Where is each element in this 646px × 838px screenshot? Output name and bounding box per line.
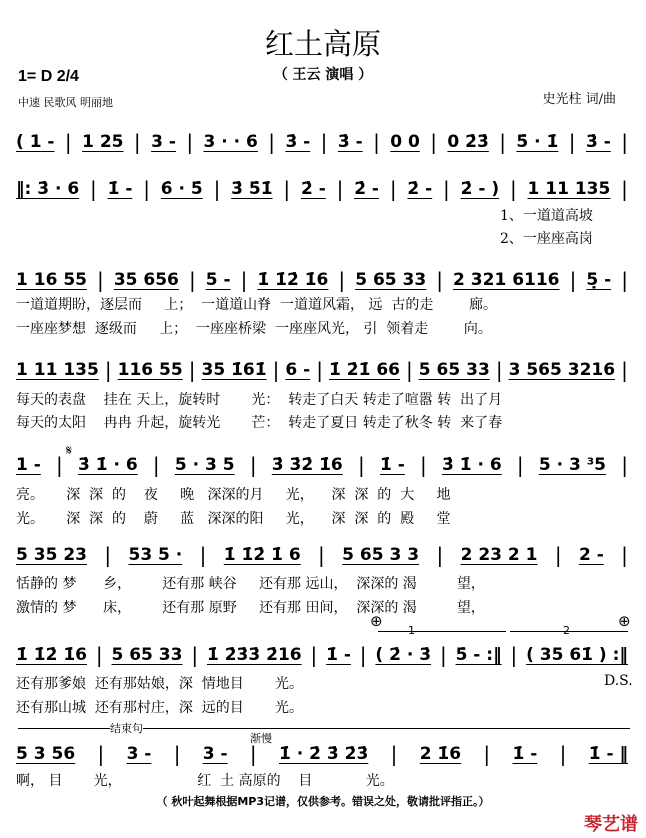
- measure: 53 5 ·: [128, 545, 183, 565]
- measure: ( 35 61̇ ) :‖: [526, 645, 628, 665]
- measure: 2 23 2 1: [460, 545, 538, 565]
- bar-line: |: [443, 177, 450, 201]
- bar-line: |: [268, 130, 276, 154]
- bar-line: |: [336, 177, 344, 201]
- bar-line: |: [186, 130, 194, 154]
- measure: 1̇ · 2̇ 3̇ 2̇3̇: [279, 744, 369, 764]
- measure: 1̇ -: [512, 744, 538, 764]
- lyric-line: 光。 深 深 的 蔚 蓝 深深的阳 光， 深 深 的 殿 堂: [16, 511, 451, 527]
- measure: 6̇ · 5̇: [160, 179, 203, 199]
- volta-2-label: 2: [563, 624, 570, 637]
- measure: 1̇ 1̇2̇ 1̇6: [16, 645, 87, 665]
- bar-line: |: [199, 543, 207, 567]
- bar-line: |: [510, 643, 518, 667]
- bar-line: |: [310, 643, 318, 667]
- lyric-line: 一道道期盼，逐层而 上； 一道道山脊 一道道风霜， 远 古的走 廊。: [16, 297, 498, 313]
- tempo-marking: 中速 民歌风 明丽地: [18, 96, 113, 109]
- lyric-line: 激情的 梦 床， 还有那 原野 还有那 田间， 深深的 渴 望，: [16, 600, 485, 616]
- measure: 1 11 135: [16, 360, 99, 380]
- measure: 35 656: [113, 270, 179, 290]
- lyric-line: 每天的表盘 挂在 天上，旋转时 光： 转走了白天 转走了喧嚣 转 出了月: [16, 392, 503, 408]
- bar-line: |: [621, 453, 628, 477]
- measure: ( 1 -: [16, 132, 55, 152]
- notation-row: [16, 130, 628, 154]
- bar-line: |: [283, 177, 291, 201]
- bar-line: |: [621, 358, 628, 382]
- key-signature: 1= D 2/4: [18, 68, 79, 85]
- lyric-v1-intro: 1、一道道高坡: [500, 208, 593, 224]
- measure: 2̇ -: [407, 179, 433, 199]
- measure: 2 -: [578, 545, 604, 565]
- measure: 3 · · 6: [203, 132, 258, 152]
- da-segno: D.S.: [604, 673, 633, 689]
- bar-line: |: [90, 177, 97, 201]
- measure: 6 -: [285, 360, 311, 380]
- ritardando-label: 渐慢: [250, 732, 272, 745]
- measure: 3 -: [151, 132, 176, 152]
- bar-line: |: [516, 453, 524, 477]
- lyric-line: 啊， 目 光， 红 土 高原的 目 光。: [16, 773, 394, 789]
- volta-1-bracket: [378, 631, 506, 632]
- coda-sign: ⊕: [618, 612, 631, 630]
- footer-note: （ 秋叶起舞根据MP3记谱，仅供参考。错误之处，敬请批评指正。）: [156, 795, 490, 808]
- bar-line: |: [569, 268, 577, 292]
- bar-line: |: [95, 643, 103, 667]
- measure: 5 65 33: [418, 360, 490, 380]
- lyric-line: 亮。 深 深 的 夜 晚 深深的月 光， 深 深 的 大 地: [16, 487, 451, 503]
- measure: 1̇ 1̇2̇ 1̇ 6: [223, 545, 301, 565]
- volta-1-label: 1: [408, 624, 415, 637]
- bar-line: |: [436, 268, 443, 292]
- bar-line: |: [191, 643, 199, 667]
- measure: 5 65 3 3: [342, 545, 420, 565]
- measure: 5̣ -: [586, 270, 612, 290]
- bar-line: |: [436, 543, 444, 567]
- measure: 1 -: [16, 455, 41, 475]
- measure: 2 321 6116: [453, 270, 560, 290]
- measure: 0 0: [390, 132, 420, 152]
- bar-line: |: [357, 453, 365, 477]
- notation-row: [16, 453, 628, 477]
- bar-line: |: [621, 130, 628, 154]
- bar-line: |: [240, 268, 248, 292]
- bar-line: |: [373, 130, 380, 154]
- bar-line: |: [495, 358, 503, 382]
- measure: 1̇ 1̇2̇ 1̇6: [257, 270, 329, 290]
- bar-line: |: [554, 543, 562, 567]
- measure: 3̇ 1̇ · 6: [441, 455, 502, 475]
- bar-line: |: [213, 177, 221, 201]
- bar-line: |: [272, 358, 280, 382]
- bar-line: |: [621, 177, 628, 201]
- bar-line: |: [389, 177, 397, 201]
- bar-line: |: [419, 453, 427, 477]
- bar-line: |: [568, 130, 576, 154]
- measure: 2̇ -: [300, 179, 326, 199]
- notation-row: [16, 358, 628, 382]
- measure: 5 65 33: [355, 270, 427, 290]
- bar-line: |: [406, 358, 413, 382]
- ending-label: 结束句: [110, 722, 143, 735]
- bar-line: |: [430, 130, 437, 154]
- bar-line: |: [316, 358, 323, 382]
- notation-row: [16, 742, 628, 766]
- notation-row: [16, 643, 628, 667]
- bar-line: |: [104, 543, 112, 567]
- bar-line: |: [249, 742, 257, 766]
- bar-line: |: [338, 268, 346, 292]
- measure: 3̇ -: [285, 132, 311, 152]
- lyric-line: 一座座梦想 逐级而 上； 一座座桥梁 一座座风光， 引 领着走 向。: [16, 321, 492, 337]
- measure: 2̇ - ): [460, 179, 500, 199]
- measure: 1 11 135: [527, 179, 611, 199]
- bar-line: |: [483, 742, 491, 766]
- measure: 1̇ - ‖: [588, 744, 628, 764]
- bar-line: |: [188, 268, 196, 292]
- measure: 2̇ -: [354, 179, 379, 199]
- measure: ‖: 3̇ · 6: [16, 179, 80, 199]
- bar-line: |: [97, 742, 105, 766]
- measure: 5 3 56: [16, 744, 76, 764]
- bar-line: |: [133, 130, 141, 154]
- measure: 1̇ -: [107, 179, 133, 199]
- singer-credit: （ 王云 演唱 ）: [273, 67, 373, 83]
- bar-line: |: [359, 643, 367, 667]
- bar-line: |: [152, 453, 160, 477]
- bar-line: |: [439, 643, 447, 667]
- bar-line: |: [318, 543, 325, 567]
- bar-line: |: [390, 742, 398, 766]
- bar-line: |: [320, 130, 328, 154]
- measure: 3 -: [202, 744, 228, 764]
- measure: 3̇ 3̇2̇ 1̇6: [271, 455, 343, 475]
- measure: ( 2̇ · 3̇: [375, 645, 432, 665]
- measure: 3 -: [126, 744, 152, 764]
- notation-row: [16, 543, 628, 567]
- measure: 5 · 3 5: [174, 455, 235, 475]
- bar-line: |: [621, 268, 628, 292]
- measure: 3̇ -: [337, 132, 363, 152]
- measure: 1̇ -: [326, 645, 351, 665]
- notation-row: [16, 268, 628, 292]
- bar-line: |: [104, 358, 112, 382]
- lyric-line: 还有那山城 还有那村庄，深 远的目 光。: [16, 700, 303, 716]
- lyric-v2-intro: 2、一座座高岗: [500, 231, 593, 247]
- measure: 35 1̇61̇: [201, 360, 267, 380]
- measure: 1 16 55: [16, 270, 87, 290]
- measure: 1̇ 2̇1̇ 66: [329, 360, 400, 380]
- bar-line: |: [188, 358, 196, 382]
- lyric-line: 每天的太阳 冉冉 升起，旋转光 芒： 转走了夏日 转走了秋冬 转 来了春: [16, 415, 503, 431]
- measure: 1 25: [82, 132, 124, 152]
- bar-line: |: [621, 543, 628, 567]
- segno-sign: 𝄋: [66, 443, 73, 459]
- song-title: 红土高原: [264, 27, 381, 61]
- measure: 2 1̇6: [419, 744, 462, 764]
- measure: 5 -: [205, 270, 231, 290]
- measure: 116 55: [117, 360, 183, 380]
- measure: 3̇ -: [585, 132, 611, 152]
- measure: 5 65 33: [111, 645, 183, 665]
- bar-line: |: [56, 453, 63, 477]
- bar-line: |: [64, 130, 72, 154]
- bar-line: |: [509, 177, 517, 201]
- bar-line: |: [249, 453, 257, 477]
- measure: 3̇ 1̇ · 6: [78, 455, 138, 475]
- measure: 3 565 3216: [508, 360, 616, 380]
- bar-line: |: [143, 177, 150, 201]
- lyric-line: 恬静的 梦 乡， 还有那 峡谷 还有那 远山， 深深的 渴 望，: [16, 576, 485, 592]
- measure: 5 35 23: [16, 545, 87, 565]
- measure: 1̇ -: [379, 455, 405, 475]
- bar-line: |: [97, 268, 104, 292]
- site-logo: 琴艺谱: [584, 814, 638, 835]
- coda-sign: ⊕: [370, 612, 383, 630]
- bar-line: |: [173, 742, 181, 766]
- measure: 0 2̇3̇: [447, 132, 489, 152]
- measure: 3̇ 5̇1̇: [231, 179, 273, 199]
- author-credit: 史光柱 词/曲: [542, 92, 616, 107]
- measure: 5̇ - :‖: [455, 645, 502, 665]
- bar-line: |: [559, 742, 567, 766]
- bar-line: |: [499, 130, 506, 154]
- notation-row: [16, 177, 628, 201]
- measure: 5̇ · 1̇: [516, 132, 559, 152]
- lyric-line: 还有那爹娘 还有那姑娘，深 情地目 光。: [16, 676, 303, 692]
- measure: 5 · 3 ³5: [538, 455, 606, 475]
- measure: 1̇ 2̇3̇3̇ 2̇16: [206, 645, 302, 665]
